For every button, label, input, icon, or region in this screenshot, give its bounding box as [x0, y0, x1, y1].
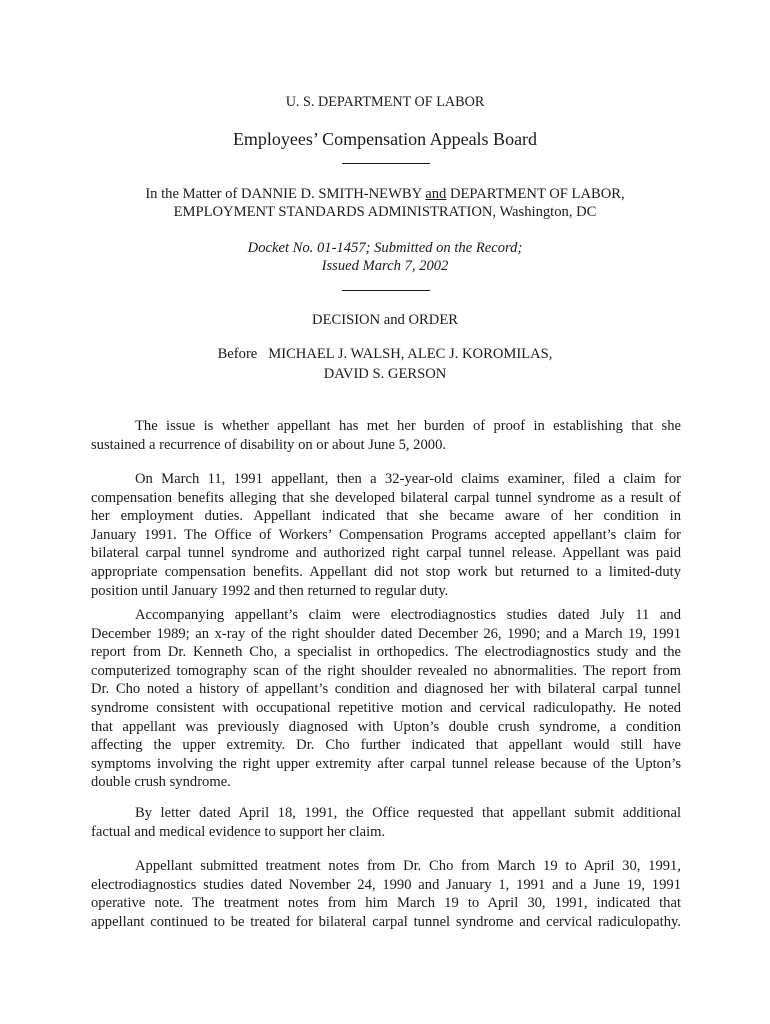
- caption-appellant: In the Matter of DANNIE D. SMITH-NEWBY: [145, 186, 426, 202]
- text-line: her employment duties. Appellant indicated that she became aware of her condition in: [91, 508, 681, 525]
- text-line: factual and medical evidence to support her claim.: [91, 823, 386, 840]
- paragraph: [91, 417, 681, 454]
- text-line: appropriate compensation benefits. Appellant did not stop work but returned to a limited-duty: [91, 563, 681, 580]
- caption-and: and: [425, 186, 447, 202]
- paragraph: [91, 857, 681, 931]
- text-line: position until January 1992 and then returned to regular duty.: [91, 582, 449, 599]
- text-line: Accompanying appellant’s claim were electrodiagnostics studies dated July 11 and: [135, 607, 681, 623]
- board-name: Employees’ Compensation Appeals Board: [232, 129, 538, 149]
- text-line: sustained a recurrence of disability on or about June 5, 2000.: [91, 436, 447, 453]
- text-line: double crush syndrome.: [91, 774, 231, 791]
- text-line: operative note. The treatment notes from him March 19 to April 30, 1991, indicated that: [91, 895, 681, 912]
- text-line: affecting the upper extremity. Dr. Cho further indicated that appellant would still have: [91, 737, 681, 754]
- panel-line-1: Before MICHAEL J. WALSH, ALEC J. KOROMILAS,: [217, 346, 553, 362]
- paragraph: [91, 470, 681, 600]
- divider: [342, 290, 430, 291]
- text-line: December 1989; an x-ray of the right shoulder dated December 26, 1990; and a March 19, 1991: [91, 625, 681, 642]
- text-line: computerized tomography scan of the right shoulder revealed no abnormalities. The report from: [91, 662, 681, 679]
- agency-name: U. S. DEPARTMENT OF LABOR: [285, 94, 485, 110]
- docket-line-2: Issued March 7, 2002: [321, 258, 449, 274]
- text-line: Dr. Cho noted a history of appellant’s condition and diagnosed her with bilateral carpal tunnel: [91, 681, 681, 698]
- text-line: symptoms involving the right upper extremity after carpal tunnel release because of the Upton’s: [91, 755, 681, 772]
- text-line: report from Dr. Kenneth Cho, a specialist in orthopedics. The electrodiagnostics study and the: [91, 644, 681, 661]
- divider: [342, 163, 430, 164]
- text-line: By letter dated April 18, 1991, the Office requested that appellant submit additional: [135, 805, 681, 821]
- text-line: January 1991. The Office of Workers’ Compensation Programs accepted appellant’s claim for: [91, 526, 681, 543]
- paragraph: [91, 804, 681, 841]
- text-line: appellant continued to be treated for bilateral carpal tunnel syndrome and cervical radiculopathy.: [91, 913, 681, 930]
- text-line: that appellant was previously diagnosed with Upton’s double crush syndrome, a condition: [91, 718, 681, 735]
- case-caption-line-1: [0, 186, 770, 203]
- text-line: On March 11, 1991 appellant, then a 32-year-old claims examiner, filed a claim for: [135, 471, 681, 487]
- case-caption-line-2: EMPLOYMENT STANDARDS ADMINISTRATION, Washington, DC: [173, 204, 597, 220]
- text-line: compensation benefits alleging that she developed bilateral carpal tunnel syndrome as a result of: [91, 489, 681, 506]
- text-line: Appellant submitted treatment notes from Dr. Cho from March 19 to April 30, 1991,: [135, 858, 681, 874]
- caption-agency: DEPARTMENT OF LABOR,: [446, 186, 625, 202]
- text-line: syndrome consistent with occupational repetitive motion and cervical radiculopathy. He noted: [91, 699, 681, 716]
- panel-line-2: DAVID S. GERSON: [323, 366, 447, 382]
- decision-title: DECISION and ORDER: [312, 312, 458, 328]
- text-line: The issue is whether appellant has met her burden of proof in establishing that she: [135, 418, 681, 434]
- paragraph: [91, 606, 681, 792]
- text-line: bilateral carpal tunnel syndrome and authorized right carpal tunnel release. Appellant was paid: [91, 545, 681, 562]
- docket-line-1: Docket No. 01-1457; Submitted on the Record;: [247, 240, 523, 256]
- text-line: electrodiagnostics studies dated November 24, 1990 and January 1, 1991 and a June 19, 1991: [91, 876, 681, 893]
